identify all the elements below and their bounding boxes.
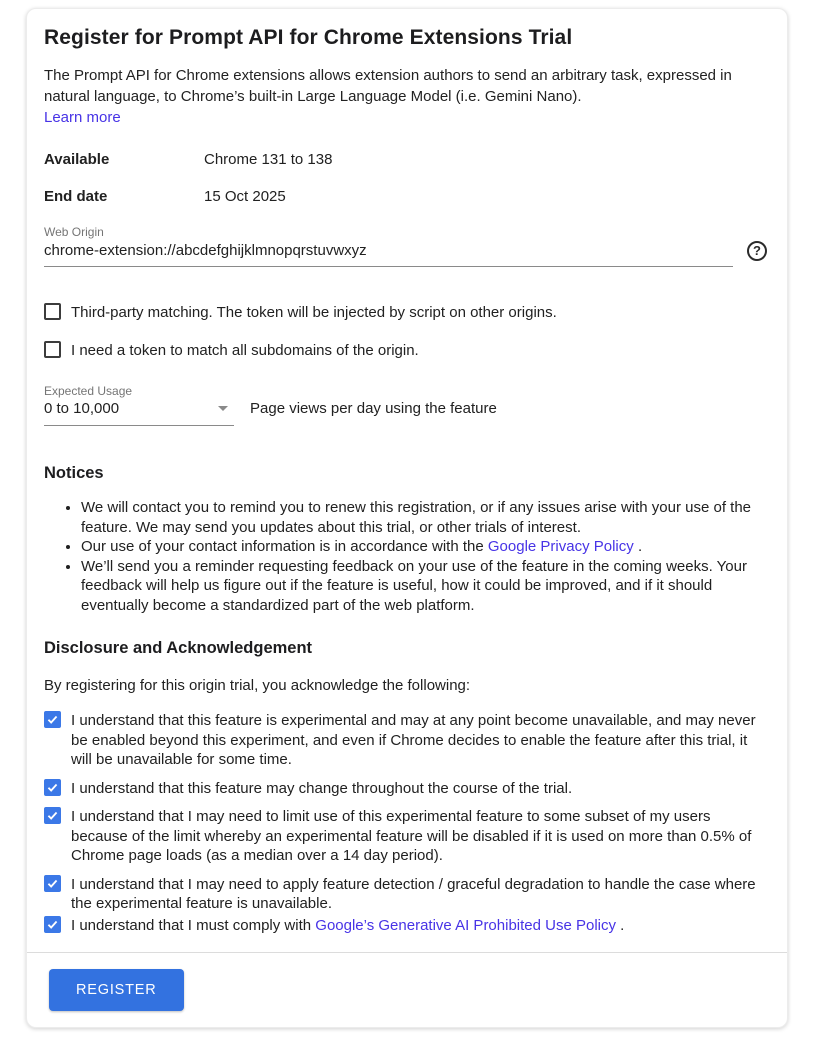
web-origin-field-group	[44, 225, 767, 267]
ack-feature-detection-checkbox[interactable]	[44, 875, 61, 892]
available-row	[44, 151, 767, 168]
registration-card	[26, 8, 788, 1028]
notice-text: We will contact you to remind you to renew this registration, or if any issues arise with your use of the feature. We may send you updates about this trial, or other trials of interest.	[81, 499, 752, 536]
ack-item-experimental: I understand that this feature is experimental and may at any point become unavailable, and may never be enabled beyond this experiment, and even if Chrome decides to enable the feature after this trial, it will be unavailable for some time.	[44, 711, 767, 770]
notices-list	[44, 498, 767, 615]
web-origin-input[interactable]	[44, 240, 733, 266]
ack-experimental-checkbox[interactable]	[44, 711, 61, 728]
ack-may-change-checkbox[interactable]	[44, 779, 61, 796]
check-icon	[46, 877, 59, 890]
ack-item-limit-use: I understand that I may need to limit use of this experimental feature to some subset of my users because of the limit whereby an experimental feature will be disabled if it is used on more than 0.5% of Chrome page loads (as a median over a 14 day period).	[44, 807, 767, 866]
third-party-matching-row	[44, 303, 767, 322]
subdomain-checkbox[interactable]	[44, 341, 61, 358]
expected-usage-select[interactable]	[44, 398, 234, 426]
third-party-matching-checkbox[interactable]	[44, 303, 61, 320]
privacy-policy-link[interactable]: Google Privacy Policy	[487, 538, 634, 555]
available-label: Available	[44, 151, 110, 168]
acknowledgement-list	[44, 711, 767, 935]
ack-item-prohibited-use: I understand that I must comply with Google’s Generative AI Prohibited Use Policy .	[44, 916, 767, 936]
disclosure-heading: Disclosure and Acknowledgement	[44, 639, 313, 657]
help-icon[interactable]: ?	[747, 241, 767, 261]
end-date-row	[44, 188, 767, 205]
ack-prohibited-use-checkbox[interactable]	[44, 916, 61, 933]
register-button[interactable]: REGISTER	[49, 969, 184, 1011]
expected-usage-label: Expected Usage	[44, 384, 133, 398]
expected-usage-group	[44, 384, 767, 426]
check-icon	[46, 809, 59, 822]
web-origin-label: Web Origin	[44, 225, 104, 239]
available-value: Chrome 131 to 138	[204, 151, 333, 168]
trial-details	[44, 151, 767, 205]
expected-usage-value: 0 to 10,000	[44, 400, 120, 417]
notice-item	[81, 498, 767, 537]
notice-text: We’ll send you a reminder requesting feedback on your use of the feature in the coming weeks. Your feedback will help us figure out if the feature is useful, how it could be improved, and if it should eventually become a standardized part of the web platform.	[81, 557, 747, 614]
notices-heading: Notices	[44, 464, 104, 482]
subdomain-row	[44, 341, 767, 360]
prohibited-use-policy-link[interactable]: Google’s Generative AI Prohibited Use Policy	[315, 916, 616, 934]
ack-item-feature-detection: I understand that I may need to apply feature detection / graceful degradation to handle the case where the experimental feature is unavailable.	[44, 875, 767, 914]
check-icon	[46, 713, 59, 726]
ack-limit-use-checkbox[interactable]	[44, 807, 61, 824]
check-icon	[46, 918, 59, 931]
notice-item	[81, 557, 767, 616]
page-title: Register for Prompt API for Chrome Extensions Trial	[44, 26, 573, 49]
subdomain-label: I need a token to match all subdomains of the origin.	[71, 342, 419, 359]
third-party-matching-label: Third-party matching. The token will be injected by script on other origins.	[71, 304, 557, 321]
notice-item: • Our use of your contact information is in accordance with the Google Privacy Policy .	[81, 537, 767, 557]
trial-description: The Prompt API for Chrome extensions allows extension authors to send an arbitrary task, expressed in natural language, to Chrome’s built-in Large Language Model (i.e. Gemini Nano).	[44, 67, 732, 105]
learn-more-link[interactable]: Learn more	[44, 109, 121, 126]
end-date-value: 15 Oct 2025	[204, 188, 286, 205]
expected-usage-hint: Page views per day using the feature	[250, 399, 497, 417]
ack-item-may-change: I understand that this feature may change throughout the course of the trial.	[44, 779, 767, 799]
notice-text: Our use of your contact information is in accordance with the	[81, 538, 488, 555]
end-date-label: End date	[44, 188, 108, 205]
dropdown-arrow-icon	[218, 406, 228, 411]
disclosure-intro: By registering for this origin trial, you acknowledge the following:	[44, 677, 471, 694]
check-icon	[46, 781, 59, 794]
